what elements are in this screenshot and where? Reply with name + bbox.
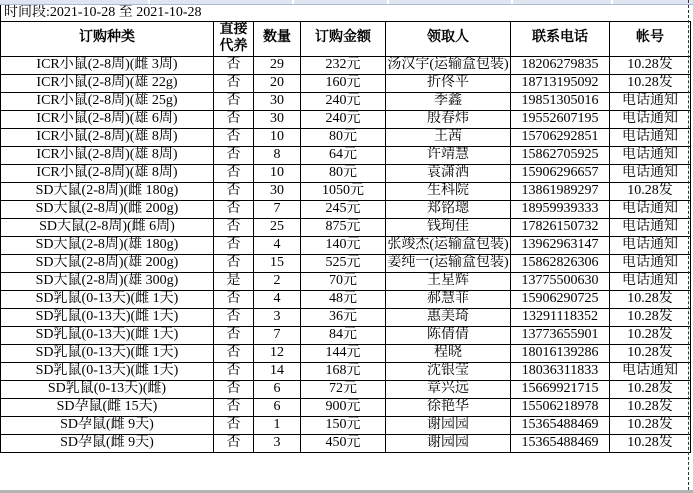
cell-phone[interactable]: 15365488469 <box>511 434 610 452</box>
cell-recipient[interactable]: 郝慧菲 <box>386 290 511 308</box>
cell-type[interactable]: ICR小鼠(2-8周)(雌 3周) <box>1 56 214 74</box>
cell-phone[interactable]: 19851305016 <box>511 92 610 110</box>
cell-type[interactable]: ICR小鼠(2-8周)(雄 25g) <box>1 92 214 110</box>
cell-qty[interactable]: 10 <box>254 164 301 182</box>
cell-direct-care[interactable]: 否 <box>214 254 254 272</box>
cell-recipient[interactable]: 王星辉 <box>386 272 511 290</box>
cell-recipient[interactable]: 汤汉宇(运输盒包装) <box>386 56 511 74</box>
table-row <box>1 362 691 380</box>
cell-direct-care[interactable]: 否 <box>214 74 254 92</box>
cell-direct-care[interactable]: 否 <box>214 218 254 236</box>
cell-amount[interactable]: 70元 <box>301 272 386 290</box>
cell-phone[interactable]: 15365488469 <box>511 416 610 434</box>
cell-type[interactable]: SD大鼠(2-8周)(雌 200g) <box>1 200 214 218</box>
cell-account[interactable]: 10.28发 <box>610 380 691 398</box>
cell-recipient[interactable]: 袁潇洒 <box>386 164 511 182</box>
cell-direct-care[interactable]: 否 <box>214 164 254 182</box>
cell-type[interactable]: SD乳鼠(0-13天)(雌 1天) <box>1 308 214 326</box>
cell-type[interactable]: ICR小鼠(2-8周)(雄 8周) <box>1 146 214 164</box>
cell-amount[interactable]: 84元 <box>301 326 386 344</box>
cell-qty[interactable]: 4 <box>254 290 301 308</box>
cell-phone[interactable]: 17826150732 <box>511 218 610 236</box>
cell-direct-care[interactable]: 否 <box>214 416 254 434</box>
row-above-sliver <box>0 0 693 5</box>
strip-divider <box>148 0 150 4</box>
cell-account[interactable]: 10.28发 <box>610 308 691 326</box>
header-direct-care[interactable]: 直接代养 <box>214 22 254 57</box>
cell-type[interactable]: SD大鼠(2-8周)(雄 200g) <box>1 254 214 272</box>
cell-recipient[interactable]: 折佟平 <box>386 74 511 92</box>
cell-amount[interactable]: 525元 <box>301 254 386 272</box>
cell-direct-care[interactable]: 否 <box>214 380 254 398</box>
cell-account[interactable]: 电话通知 <box>610 236 691 254</box>
cell-qty[interactable]: 6 <box>254 380 301 398</box>
cell-amount[interactable]: 140元 <box>301 236 386 254</box>
cell-type[interactable]: SD乳鼠(0-13天)(雌 1天) <box>1 290 214 308</box>
table-row <box>1 218 691 236</box>
cell-recipient[interactable]: 殷春炜 <box>386 110 511 128</box>
cell-recipient[interactable]: 程晓 <box>386 344 511 362</box>
cell-direct-care[interactable]: 否 <box>214 290 254 308</box>
table-row <box>1 200 691 218</box>
cell-direct-care[interactable]: 否 <box>214 308 254 326</box>
cell-amount[interactable]: 240元 <box>301 110 386 128</box>
page-break-dashed-line <box>688 0 689 490</box>
cell-amount[interactable]: 160元 <box>301 74 386 92</box>
cell-amount[interactable]: 72元 <box>301 380 386 398</box>
cell-type[interactable]: SD大鼠(2-8周)(雄 180g) <box>1 236 214 254</box>
cell-qty[interactable]: 30 <box>254 182 301 200</box>
strip-divider <box>611 0 613 4</box>
table-row <box>1 380 691 398</box>
cell-recipient[interactable]: 姜纯一(运输盒包装) <box>386 254 511 272</box>
cell-account[interactable]: 10.28发 <box>610 326 691 344</box>
cell-account[interactable]: 10.28发 <box>610 398 691 416</box>
header-type[interactable]: 订购种类 <box>1 22 214 57</box>
cell-qty[interactable]: 12 <box>254 344 301 362</box>
cell-account[interactable]: 电话通知 <box>610 254 691 272</box>
cell-type[interactable]: SD大鼠(2-8周)(雌 6周) <box>1 218 214 236</box>
cell-type[interactable]: ICR小鼠(2-8周)(雄 8周) <box>1 128 214 146</box>
table-row <box>1 236 691 254</box>
cell-type[interactable]: SD乳鼠(0-13天)(雌 1天) <box>1 344 214 362</box>
cell-phone[interactable]: 19552607195 <box>511 110 610 128</box>
cell-qty[interactable]: 30 <box>254 92 301 110</box>
cell-account[interactable]: 电话通知 <box>610 92 691 110</box>
table-row <box>1 290 691 308</box>
cell-account[interactable]: 电话通知 <box>610 110 691 128</box>
cell-phone[interactable]: 15906290725 <box>511 290 610 308</box>
cell-recipient[interactable]: 许靖慧 <box>386 146 511 164</box>
strip-divider <box>292 0 294 4</box>
table-row <box>1 254 691 272</box>
cell-direct-care[interactable]: 否 <box>214 434 254 452</box>
table-row <box>1 416 691 434</box>
cell-recipient[interactable]: 谢园园 <box>386 434 511 452</box>
strip-divider <box>387 0 389 4</box>
table-row <box>1 164 691 182</box>
table-body <box>1 56 691 452</box>
time-period-label: 时间段:2021-10-28 至 2021-10-28 <box>0 5 693 21</box>
header-phone[interactable]: 联系电话 <box>511 22 610 57</box>
cell-type[interactable]: SD乳鼠(0-13天)(雌) <box>1 380 214 398</box>
table-row <box>1 434 691 452</box>
cell-direct-care[interactable]: 是 <box>214 272 254 290</box>
cell-account[interactable]: 10.28发 <box>610 344 691 362</box>
table-row <box>1 92 691 110</box>
cell-account[interactable]: 10.28发 <box>610 290 691 308</box>
cell-phone[interactable]: 18959939333 <box>511 200 610 218</box>
cell-direct-care[interactable]: 否 <box>214 56 254 74</box>
cell-phone[interactable]: 15906296657 <box>511 164 610 182</box>
cell-qty[interactable]: 14 <box>254 362 301 380</box>
cell-type[interactable]: SD孕鼠(雌 9天) <box>1 416 214 434</box>
table-row <box>1 344 691 362</box>
table-row <box>1 272 691 290</box>
cell-recipient[interactable]: 季鑫 <box>386 92 511 110</box>
cell-phone[interactable]: 18016139286 <box>511 344 610 362</box>
cell-amount[interactable]: 450元 <box>301 434 386 452</box>
order-table <box>0 21 691 453</box>
cell-direct-care[interactable]: 否 <box>214 128 254 146</box>
cell-amount[interactable]: 48元 <box>301 290 386 308</box>
header-account[interactable]: 帐号 <box>610 22 691 57</box>
cell-qty[interactable]: 7 <box>254 326 301 344</box>
cell-account[interactable]: 电话通知 <box>610 200 691 218</box>
cell-phone[interactable]: 18036311833 <box>511 362 610 380</box>
cell-type[interactable]: SD大鼠(2-8周)(雌 180g) <box>1 182 214 200</box>
header-row <box>1 22 691 57</box>
cell-direct-care[interactable]: 否 <box>214 200 254 218</box>
header-qty[interactable]: 数量 <box>254 22 301 57</box>
cell-qty[interactable]: 29 <box>254 56 301 74</box>
cell-amount[interactable]: 80元 <box>301 128 386 146</box>
cell-phone[interactable]: 13291118352 <box>511 308 610 326</box>
cell-account[interactable]: 电话通知 <box>610 146 691 164</box>
cell-direct-care[interactable]: 否 <box>214 92 254 110</box>
cell-qty[interactable]: 10 <box>254 128 301 146</box>
cell-amount[interactable]: 64元 <box>301 146 386 164</box>
table-row <box>1 326 691 344</box>
cell-recipient[interactable]: 张竣杰(运输盒包装) <box>386 236 511 254</box>
cell-qty[interactable]: 30 <box>254 110 301 128</box>
cell-phone[interactable]: 13775500630 <box>511 272 610 290</box>
header-amount[interactable]: 订购金额 <box>301 22 386 57</box>
cell-qty[interactable]: 15 <box>254 254 301 272</box>
cell-phone[interactable]: 13773655901 <box>511 326 610 344</box>
cell-amount[interactable]: 232元 <box>301 56 386 74</box>
cell-qty[interactable]: 20 <box>254 74 301 92</box>
cell-account[interactable]: 电话通知 <box>610 272 691 290</box>
cell-type[interactable]: SD大鼠(2-8周)(雄 300g) <box>1 272 214 290</box>
cell-phone[interactable]: 13962963147 <box>511 236 610 254</box>
cell-phone[interactable]: 18713195092 <box>511 74 610 92</box>
cell-type[interactable]: ICR小鼠(2-8周)(雄 22g) <box>1 74 214 92</box>
cell-direct-care[interactable]: 否 <box>214 398 254 416</box>
cell-amount[interactable]: 875元 <box>301 218 386 236</box>
table-row <box>1 56 691 74</box>
cell-qty[interactable]: 6 <box>254 398 301 416</box>
strip-divider <box>511 0 513 4</box>
table-row <box>1 182 691 200</box>
cell-account[interactable]: 10.28发 <box>610 434 691 452</box>
cell-qty[interactable]: 3 <box>254 308 301 326</box>
cell-type[interactable]: SD乳鼠(0-13天)(雌 1天) <box>1 326 214 344</box>
table-row <box>1 128 691 146</box>
cell-recipient[interactable]: 生科院 <box>386 182 511 200</box>
cell-amount[interactable]: 168元 <box>301 362 386 380</box>
cell-recipient[interactable]: 沈银莹 <box>386 362 511 380</box>
table-row <box>1 308 691 326</box>
table-row <box>1 398 691 416</box>
cell-direct-care[interactable]: 否 <box>214 236 254 254</box>
cell-amount[interactable]: 1050元 <box>301 182 386 200</box>
cell-recipient[interactable]: 惠美琦 <box>386 308 511 326</box>
cell-qty[interactable]: 2 <box>254 272 301 290</box>
cell-amount[interactable]: 900元 <box>301 398 386 416</box>
cell-account[interactable]: 电话通知 <box>610 218 691 236</box>
cell-type[interactable]: ICR小鼠(2-8周)(雄 6周) <box>1 110 214 128</box>
table-row <box>1 110 691 128</box>
cell-direct-care[interactable]: 否 <box>214 110 254 128</box>
cell-account[interactable]: 10.28发 <box>610 74 691 92</box>
cell-direct-care[interactable]: 否 <box>214 362 254 380</box>
cell-account[interactable]: 10.28发 <box>610 56 691 74</box>
cell-type[interactable]: ICR小鼠(2-8周)(雄 8周) <box>1 164 214 182</box>
cell-phone[interactable]: 15669921715 <box>511 380 610 398</box>
cell-account[interactable]: 电话通知 <box>610 164 691 182</box>
cell-qty[interactable]: 25 <box>254 218 301 236</box>
cell-amount[interactable]: 150元 <box>301 416 386 434</box>
cell-amount[interactable]: 36元 <box>301 308 386 326</box>
cell-direct-care[interactable]: 否 <box>214 182 254 200</box>
cell-amount[interactable]: 240元 <box>301 92 386 110</box>
table-row <box>1 74 691 92</box>
cell-recipient[interactable]: 陈倩倩 <box>386 326 511 344</box>
cell-qty[interactable]: 3 <box>254 434 301 452</box>
cell-account[interactable]: 电话通知 <box>610 362 691 380</box>
cell-account[interactable]: 10.28发 <box>610 182 691 200</box>
cell-phone[interactable]: 18206279835 <box>511 56 610 74</box>
cell-amount[interactable]: 144元 <box>301 344 386 362</box>
header-recipient[interactable]: 领取人 <box>386 22 511 57</box>
cell-amount[interactable]: 80元 <box>301 164 386 182</box>
cell-type[interactable]: SD乳鼠(0-13天)(雌 1天) <box>1 362 214 380</box>
cell-recipient[interactable]: 徐艳华 <box>386 398 511 416</box>
cell-type[interactable]: SD孕鼠(雌 9天) <box>1 434 214 452</box>
cell-qty[interactable]: 8 <box>254 146 301 164</box>
cell-phone[interactable]: 15862826306 <box>511 254 610 272</box>
table-row <box>1 146 691 164</box>
cell-direct-care[interactable]: 否 <box>214 146 254 164</box>
cell-type[interactable]: SD孕鼠(雌 15天) <box>1 398 214 416</box>
cell-recipient[interactable]: 钱珣佳 <box>386 218 511 236</box>
cell-qty[interactable]: 1 <box>254 416 301 434</box>
cell-recipient[interactable]: 谢园园 <box>386 416 511 434</box>
cell-recipient[interactable]: 王茜 <box>386 128 511 146</box>
cell-amount[interactable]: 245元 <box>301 200 386 218</box>
cell-phone[interactable]: 13861989297 <box>511 182 610 200</box>
cell-direct-care[interactable]: 否 <box>214 326 254 344</box>
cell-qty[interactable]: 7 <box>254 200 301 218</box>
cell-phone[interactable]: 15506218978 <box>511 398 610 416</box>
table-header <box>1 22 691 57</box>
cell-qty[interactable]: 4 <box>254 236 301 254</box>
cell-direct-care[interactable]: 否 <box>214 344 254 362</box>
cell-recipient[interactable]: 章兴远 <box>386 380 511 398</box>
cell-phone[interactable]: 15862705925 <box>511 146 610 164</box>
cell-account[interactable]: 电话通知 <box>610 128 691 146</box>
cell-recipient[interactable]: 郑铭璁 <box>386 200 511 218</box>
cell-account[interactable]: 10.28发 <box>610 416 691 434</box>
cell-phone[interactable]: 15706292851 <box>511 128 610 146</box>
